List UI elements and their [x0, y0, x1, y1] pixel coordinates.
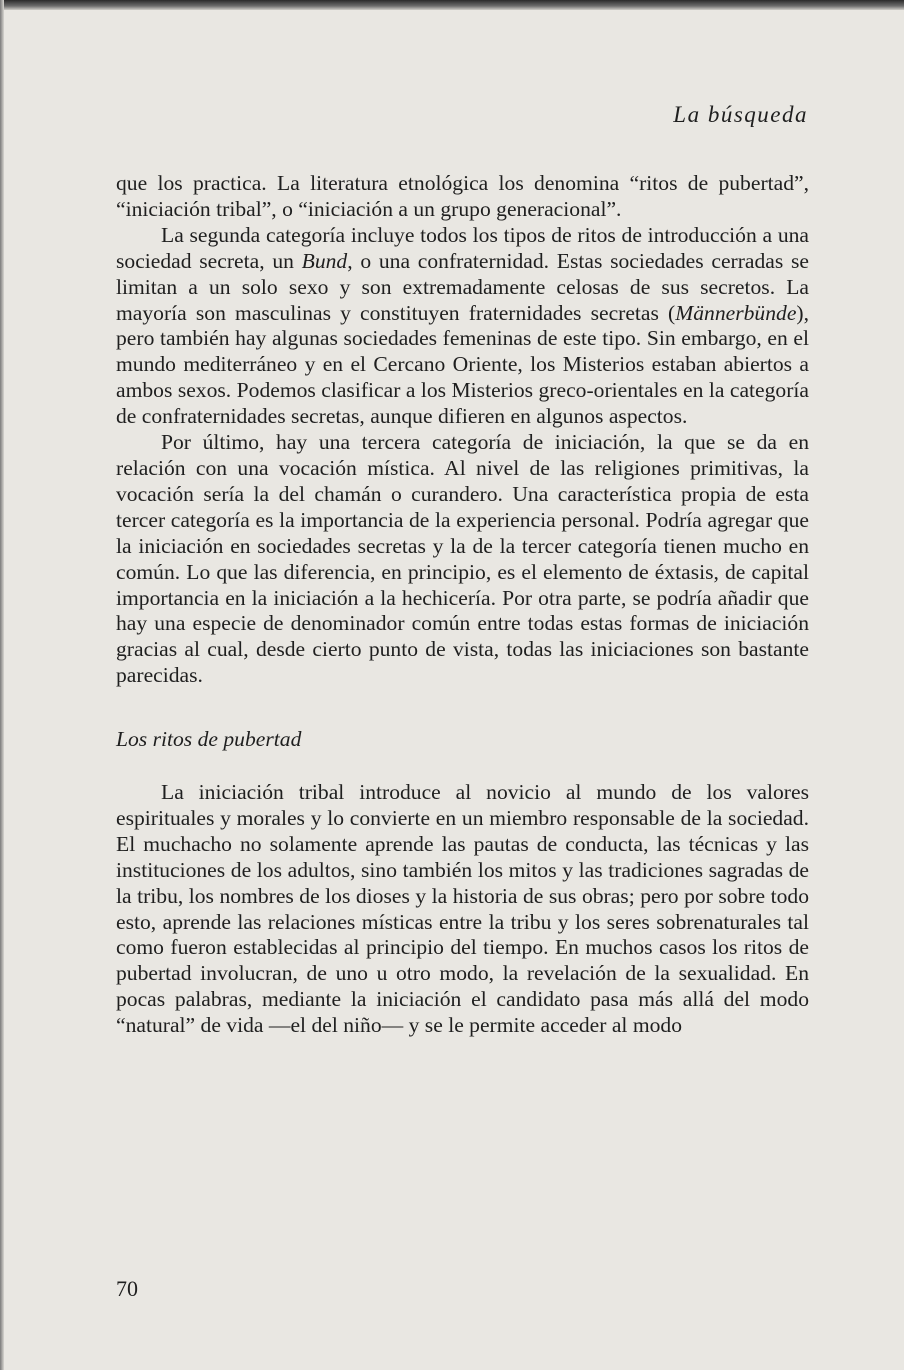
- italic-term: Männerbünde: [675, 300, 797, 325]
- page-body: [116, 171, 809, 1039]
- page-number: 70: [116, 1276, 138, 1301]
- text-run: La iniciación tribal introduce al novicio al mundo de los valores espirituales y morales y lo convierte en un miembro responsable de la sociedad. El muchacho no solamente aprende las pautas de conducta, las técnicas y las instituciones de los adultos, sino también los mitos y las tradiciones sagradas de la tribu, los nombres de los dioses y la historia de sus obras; pero por sobre todo esto, aprende las relaciones místicas entre la tribu y los seres sobrenaturales tal como fueron establecidas al principio del tiempo. En muchos casos los ritos de pubertad involucran, de uno u otro modo, la revelación de la sexualidad. En pocas palabras, mediante la iniciación el candidato pasa más allá del modo “natural” de vida —el del niño— y se le permite acceder al modo: [116, 780, 809, 1038]
- body-text-part-2: [116, 780, 809, 1039]
- paragraph: [116, 780, 809, 1039]
- text-run: La segunda categoría incluye todos los tipos de ritos de introducción a una sociedad secreta, un: [116, 222, 809, 273]
- paragraph: [116, 223, 809, 430]
- text-run: Por último, hay una tercera categoría de iniciación, la que se da en relación con una vocación mística. Al nivel de las religiones primitivas, la vocación sería la del chamán o curandero. Una característica propia de esta tercer categoría es la importancia de la experiencia personal. Podría agregar que la iniciación en sociedades secretas y la de la tercer categoría tienen mucho en común. Lo que las diferencia, en principio, es el elemento de éxtasis, de capital importancia en la iniciación a la hechicería. Por otra parte, se podría añadir que hay una especie de denominador común entre todas estas formas de iniciación gracias al cual, desde cierto punto de vista, todas las iniciaciones son bastante parecidas.: [116, 430, 809, 688]
- section-heading: Los ritos de pubertad: [116, 727, 302, 752]
- body-text-part-1: [116, 171, 809, 689]
- paragraph: [116, 171, 809, 223]
- paragraph: [116, 430, 809, 689]
- scan-gutter-edge: [0, 0, 4, 1370]
- text-run: , o una confraternidad. Estas sociedades cerradas se limitan a un solo sexo y son extremadamente celosas de sus secretos. La mayoría son masculinas y constituyen fraternidades secretas (: [116, 248, 809, 325]
- text-run: ), pero también hay algunas sociedades femeninas de este tipo. Sin embargo, en el mundo mediterráneo y en el Cercano Oriente, los Misterios estaban abiertos a ambos sexos. Podemos clasificar a los Misterios greco-orientales en la categoría de confraternidades secretas, aunque difieren en algunos aspectos.: [116, 300, 809, 429]
- text-run: que los practica. La literatura etnológica los denomina “ritos de pubertad”, “iniciación tribal”, o “iniciación a un grupo generacional”.: [116, 171, 809, 221]
- running-head: La búsqueda: [673, 102, 808, 127]
- italic-term: Bund: [301, 248, 348, 273]
- scan-top-edge: [0, 0, 904, 10]
